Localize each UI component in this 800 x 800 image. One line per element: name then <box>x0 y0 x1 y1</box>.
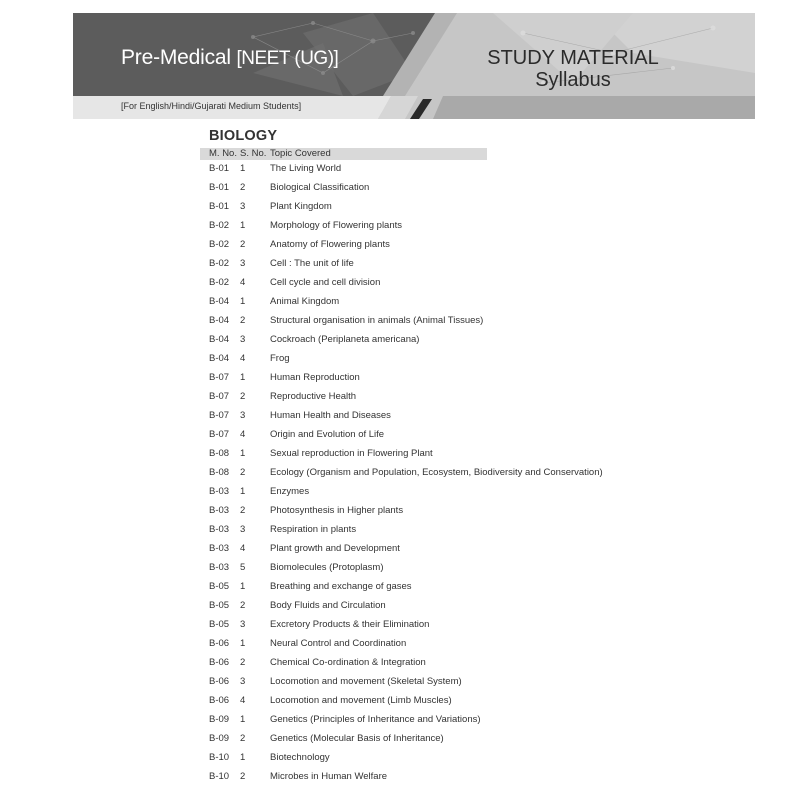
topic-name: Respiration in plants <box>270 524 357 535</box>
topic-name: Human Health and Diseases <box>270 410 391 421</box>
table-row <box>200 562 700 576</box>
topic-name: Genetics (Principles of Inheritance and Variations) <box>270 714 481 725</box>
table-row <box>200 752 700 766</box>
table-row <box>200 581 700 595</box>
module-number: B-06 <box>209 695 230 706</box>
topic-name: Plant Kingdom <box>270 201 332 212</box>
topic-name: Cell cycle and cell division <box>270 277 381 288</box>
table-row <box>200 429 700 443</box>
topic-name: Body Fluids and Circulation <box>270 600 386 611</box>
serial-number: 1 <box>240 296 246 307</box>
module-number: B-04 <box>209 296 230 307</box>
module-number: B-02 <box>209 277 230 288</box>
module-number: B-01 <box>209 201 230 212</box>
module-number: B-04 <box>209 334 230 345</box>
topic-name: Genetics (Molecular Basis of Inheritance) <box>270 733 444 744</box>
topic-name: Origin and Evolution of Life <box>270 429 385 440</box>
document-title <box>483 47 663 91</box>
medium-subtitle: [For English/Hindi/Gujarati Medium Students] <box>121 101 302 111</box>
module-number: B-05 <box>209 581 230 592</box>
module-number: B-07 <box>209 372 230 383</box>
module-number: B-10 <box>209 771 230 782</box>
table-row <box>200 201 700 215</box>
module-number: B-02 <box>209 220 230 231</box>
topic-name: Frog <box>270 353 290 364</box>
module-number: B-03 <box>209 543 230 554</box>
topic-name: Cell : The unit of life <box>270 258 354 269</box>
module-number: B-01 <box>209 182 230 193</box>
serial-number: 2 <box>240 733 246 744</box>
serial-number: 2 <box>240 467 246 478</box>
program-title-bracket: [NEET (UG)] <box>236 48 339 69</box>
serial-number: 2 <box>240 600 246 611</box>
module-number: B-06 <box>209 638 230 649</box>
table-row <box>200 258 700 272</box>
serial-number: 3 <box>240 410 246 421</box>
serial-number: 2 <box>240 391 246 402</box>
table-row <box>200 714 700 728</box>
module-number: B-03 <box>209 562 230 573</box>
table-row <box>200 543 700 557</box>
module-number: B-03 <box>209 486 230 497</box>
topic-name: Human Reproduction <box>270 372 360 383</box>
table-row <box>200 220 700 234</box>
module-number: B-02 <box>209 239 230 250</box>
topic-name: Biomolecules (Protoplasm) <box>270 562 384 573</box>
document-title-line2: Syllabus <box>535 69 611 91</box>
serial-number: 1 <box>240 163 246 174</box>
column-header-module: M. No. <box>209 148 237 159</box>
topic-name: Photosynthesis in Higher plants <box>270 505 404 516</box>
table-row <box>200 277 700 291</box>
topic-name: Cockroach (Periplaneta americana) <box>270 334 420 345</box>
serial-number: 1 <box>240 220 246 231</box>
header-banner <box>73 13 755 119</box>
module-number: B-05 <box>209 600 230 611</box>
section-title: BIOLOGY <box>209 128 278 144</box>
module-number: B-06 <box>209 657 230 668</box>
serial-number: 4 <box>240 429 246 440</box>
table-row <box>200 771 700 785</box>
table-row <box>200 315 700 329</box>
topic-name: Ecology (Organism and Population, Ecosystem, Biodiversity and Conservation) <box>270 467 603 478</box>
module-number: B-08 <box>209 448 230 459</box>
table-row <box>200 391 700 405</box>
table-row <box>200 676 700 690</box>
topic-name: Plant growth and Development <box>270 543 400 554</box>
serial-number: 3 <box>240 524 246 535</box>
table-row <box>200 695 700 709</box>
topic-name: Animal Kingdom <box>270 296 340 307</box>
module-number: B-04 <box>209 315 230 326</box>
serial-number: 3 <box>240 676 246 687</box>
serial-number: 4 <box>240 277 246 288</box>
table-row <box>200 163 700 177</box>
column-header-topic: Topic Covered <box>270 148 331 159</box>
serial-number: 2 <box>240 182 246 193</box>
table-row <box>200 467 700 481</box>
module-number: B-02 <box>209 258 230 269</box>
table-row <box>200 296 700 310</box>
serial-number: 2 <box>240 315 246 326</box>
serial-number: 3 <box>240 619 246 630</box>
table-row <box>200 505 700 519</box>
topic-name: Microbes in Human Welfare <box>270 771 388 782</box>
topic-name: Morphology of Flowering plants <box>270 220 403 231</box>
serial-number: 1 <box>240 448 246 459</box>
serial-number: 3 <box>240 201 246 212</box>
module-number: B-10 <box>209 752 230 763</box>
serial-number: 1 <box>240 638 246 649</box>
document-title-line1: STUDY MATERIAL <box>487 47 659 69</box>
module-number: B-05 <box>209 619 230 630</box>
topic-name: Sexual reproduction in Flowering Plant <box>270 448 433 459</box>
serial-number: 1 <box>240 752 246 763</box>
topic-name: Neural Control and Coordination <box>270 638 407 649</box>
serial-number: 4 <box>240 695 246 706</box>
table-header <box>200 148 487 160</box>
table-row <box>200 410 700 424</box>
table-row <box>200 486 700 500</box>
topic-name: Chemical Co-ordination & Integration <box>270 657 426 668</box>
serial-number: 1 <box>240 372 246 383</box>
topic-name: Biotechnology <box>270 752 330 763</box>
column-header-serial: S. No. <box>240 148 267 159</box>
topic-name: Locomotion and movement (Skeletal System) <box>270 676 462 687</box>
module-number: B-03 <box>209 505 230 516</box>
program-title-main: Pre-Medical <box>121 46 231 69</box>
serial-number: 3 <box>240 334 246 345</box>
module-number: B-07 <box>209 391 230 402</box>
serial-number: 4 <box>240 353 246 364</box>
module-number: B-06 <box>209 676 230 687</box>
table-row <box>200 733 700 747</box>
serial-number: 3 <box>240 258 246 269</box>
table-row <box>200 239 700 253</box>
topic-name: Structural organisation in animals (Animal Tissues) <box>270 315 484 326</box>
table-row <box>200 353 700 367</box>
table-row <box>200 600 700 614</box>
program-title <box>121 46 338 70</box>
serial-number: 5 <box>240 562 246 573</box>
module-number: B-03 <box>209 524 230 535</box>
serial-number: 1 <box>240 486 246 497</box>
module-number: B-07 <box>209 429 230 440</box>
topic-name: Enzymes <box>270 486 310 497</box>
table-row <box>200 372 700 386</box>
topic-name: Breathing and exchange of gases <box>270 581 412 592</box>
table-row <box>200 334 700 348</box>
serial-number: 1 <box>240 581 246 592</box>
serial-number: 2 <box>240 771 246 782</box>
module-number: B-08 <box>209 467 230 478</box>
table-row <box>200 182 700 196</box>
table-row <box>200 638 700 652</box>
table-row <box>200 448 700 462</box>
module-number: B-01 <box>209 163 230 174</box>
serial-number: 4 <box>240 543 246 554</box>
topic-name: Biological Classification <box>270 182 370 193</box>
topic-name: Anatomy of Flowering plants <box>270 239 390 250</box>
module-number: B-09 <box>209 714 230 725</box>
serial-number: 2 <box>240 657 246 668</box>
serial-number: 1 <box>240 714 246 725</box>
module-number: B-07 <box>209 410 230 421</box>
module-number: B-09 <box>209 733 230 744</box>
topic-name: Excretory Products & their Elimination <box>270 619 430 630</box>
topic-name: Locomotion and movement (Limb Muscles) <box>270 695 452 706</box>
topic-name: The Living World <box>270 163 342 174</box>
module-number: B-04 <box>209 353 230 364</box>
serial-number: 2 <box>240 505 246 516</box>
table-row <box>200 657 700 671</box>
table-row <box>200 619 700 633</box>
table-row <box>200 524 700 538</box>
serial-number: 2 <box>240 239 246 250</box>
topic-name: Reproductive Health <box>270 391 357 402</box>
